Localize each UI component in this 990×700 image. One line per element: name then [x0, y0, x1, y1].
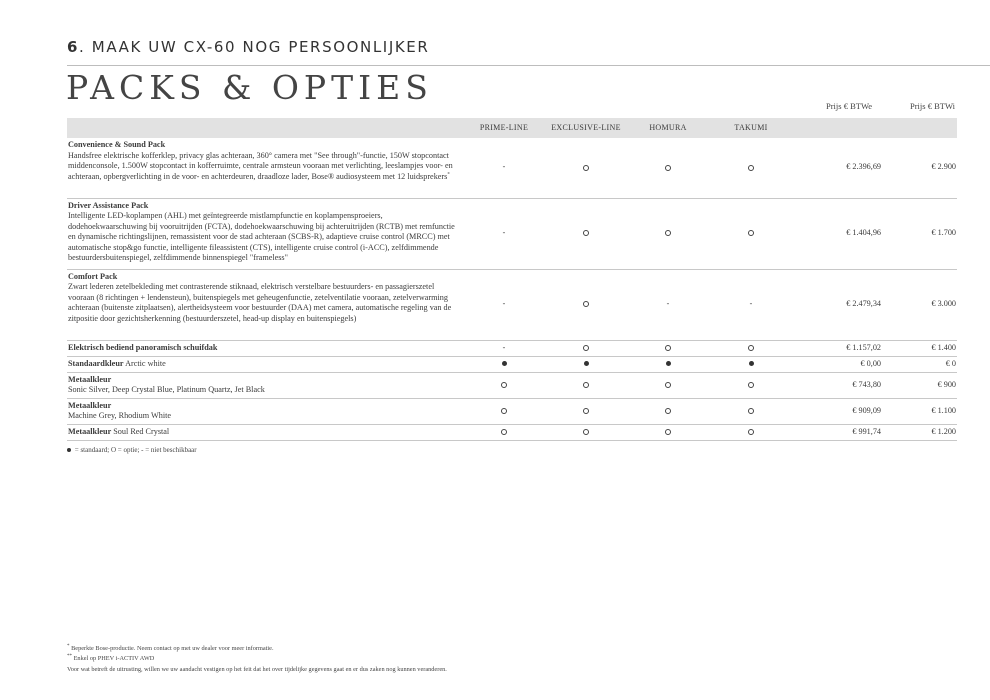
option-circle-icon	[501, 382, 507, 388]
mark-cell	[462, 340, 546, 356]
price-excl: € 743,80	[792, 372, 881, 398]
section-number: 6	[67, 38, 80, 56]
header-blank-price-incl	[881, 118, 957, 138]
mark-cell	[626, 198, 710, 269]
mark-cell	[546, 340, 626, 356]
mark-cell	[462, 198, 546, 269]
legend	[67, 446, 197, 454]
option-circle-icon	[501, 408, 507, 414]
standard-dot-icon	[67, 448, 71, 452]
mark-cell	[462, 138, 546, 198]
not-available-dash: -	[502, 342, 506, 352]
option-circle-icon	[665, 382, 671, 388]
not-available-dash: -	[666, 299, 670, 309]
option-circle-icon	[748, 230, 754, 236]
price-excl: € 2.396,69	[792, 138, 881, 198]
mark-cell	[462, 372, 546, 398]
mark-cell	[626, 356, 710, 372]
row-title: Metaalkleur	[68, 374, 112, 384]
mark-cell	[710, 398, 792, 424]
option-circle-icon	[748, 345, 754, 351]
table-row	[67, 372, 957, 398]
row-description	[67, 424, 462, 440]
mark-cell	[546, 198, 626, 269]
mark-cell	[462, 424, 546, 440]
footnote-1-mark: *	[67, 643, 70, 649]
row-title: Metaalkleur	[68, 426, 112, 436]
mark-cell	[710, 198, 792, 269]
option-circle-icon	[665, 345, 671, 351]
row-text: Zwart lederen zetelbekleding met contrasterende stiknaad, elektrisch verstelbare bestuurders- en passagierszetel vooraan (8 richtingen + lendensteun), buitenspiegels met geheugenfunctie, zetelventilatie vooraan, zetelverwarming achteraan (buitenste zitplaatsen), alertheidsysteem voor bestuurder (DAA) met camera, automatische regeling van de zitpositie door gezichtsherkenning (bestuurderszetel, head-up display en buitenspiegels)	[68, 282, 452, 323]
row-text: Intelligente LED-koplampen (AHL) met geïntegreerde mistlampfunctie en koplampensproeiers, dodehoekwaarschuwing bij vooruitrijden (FCTA), dodehoekwaarschuwing bij achteruitrijden (RCTB) met remfunctie en dynamische richtingslijnen, remassistent voor de stad achteraan (SCBS-R), adaptieve cruise control (MRCC) met automatische stop&go functie, intelligente fileassistent (CTS), intelligente cruise control (i-ACC), zelfdimmende bestuurdersbuitenspiegel, zelfdimmende binnenspiegel "frameless"	[68, 211, 455, 263]
option-circle-icon	[665, 429, 671, 435]
option-circle-icon	[583, 345, 589, 351]
price-incl-heading: Prijs € BTWi	[910, 101, 955, 111]
option-circle-icon	[501, 429, 507, 435]
row-title: Driver Assistance Pack	[68, 200, 149, 210]
price-incl: € 1.200	[881, 424, 957, 440]
option-circle-icon	[583, 382, 589, 388]
option-circle-icon	[665, 408, 671, 414]
option-circle-icon	[748, 165, 754, 171]
column-header-takumi: TAKUMI	[710, 118, 792, 138]
section-heading	[67, 38, 429, 56]
mark-cell	[626, 269, 710, 340]
packs-options-table	[67, 118, 957, 441]
mark-cell	[462, 398, 546, 424]
mark-cell	[710, 424, 792, 440]
price-incl: € 1.100	[881, 398, 957, 424]
standard-dot-icon	[666, 361, 671, 366]
option-circle-icon	[583, 301, 589, 307]
mark-cell	[710, 138, 792, 198]
option-circle-icon	[748, 382, 754, 388]
row-description	[67, 398, 462, 424]
mark-cell	[546, 356, 626, 372]
row-text	[68, 151, 462, 183]
footnote-3: Voor wat betreft de uitrusting, willen we uw aandacht vestigen op het feit dat het over tijdelijke gegevens gaat en er dus zaken nog kunnen veranderen.	[67, 665, 447, 673]
option-circle-icon	[583, 230, 589, 236]
table-row	[67, 424, 957, 440]
column-header-prime-line: PRIME-LINE	[462, 118, 546, 138]
price-incl: € 900	[881, 372, 957, 398]
mark-cell	[546, 372, 626, 398]
row-text-body: Handsfree elektrische kofferklep, privacy glas achteraan, 360° camera met "See through"-functie, 150W stopcontact middenconsole, 1.500W stopcontact in kofferruimte, centrale armsteun vooraan met verlichting, leeslampjes voor- en achteraan, opbergverlichting in de voor- en achterdeuren, draadloze lader, Bose® audiosysteem met 12 luidsprekers	[68, 150, 453, 181]
footnotes	[67, 644, 447, 675]
column-header-homura: HOMURA	[626, 118, 710, 138]
option-circle-icon	[665, 230, 671, 236]
standard-dot-icon	[584, 361, 589, 366]
option-circle-icon	[583, 165, 589, 171]
header-divider	[67, 65, 990, 66]
row-title: Metaalkleur	[68, 400, 112, 410]
table-header-row	[67, 118, 957, 138]
mark-cell	[626, 138, 710, 198]
table-row	[67, 269, 957, 340]
mark-cell	[710, 340, 792, 356]
footnote-ref: *	[447, 172, 450, 178]
mark-cell	[462, 269, 546, 340]
price-incl: € 0	[881, 356, 957, 372]
price-excl: € 1.404,96	[792, 198, 881, 269]
price-excl: € 0,00	[792, 356, 881, 372]
footnote-2-mark: **	[67, 654, 72, 660]
row-title: Comfort Pack	[68, 271, 118, 281]
row-description	[67, 138, 462, 198]
option-circle-icon	[583, 429, 589, 435]
mark-cell	[626, 340, 710, 356]
price-excl-heading: Prijs € BTWe	[826, 101, 873, 111]
table-row	[67, 340, 957, 356]
header-blank-price-excl	[792, 118, 881, 138]
mark-cell	[546, 138, 626, 198]
row-description	[67, 198, 462, 269]
mark-cell	[626, 424, 710, 440]
section-title: . MAAK UW CX-60 NOG PERSOONLIJKER	[79, 38, 430, 56]
option-circle-icon	[583, 408, 589, 414]
mark-cell	[546, 398, 626, 424]
price-excl: € 2.479,34	[792, 269, 881, 340]
option-circle-icon	[748, 429, 754, 435]
table-row	[67, 398, 957, 424]
row-text: Sonic Silver, Deep Crystal Blue, Platinum Quartz, Jet Black	[68, 385, 265, 395]
price-excl: € 991,74	[792, 424, 881, 440]
not-available-dash: -	[502, 299, 506, 309]
row-description	[67, 340, 462, 356]
mark-cell	[626, 372, 710, 398]
price-excl: € 909,09	[792, 398, 881, 424]
row-text: Arctic white	[123, 358, 166, 368]
legend-text: = standaard; O = optie; - = niet beschikbaar	[73, 446, 197, 454]
page-title: PACKS & OPTIES	[66, 68, 433, 107]
row-title: Standaardkleur	[68, 358, 124, 368]
option-circle-icon	[665, 165, 671, 171]
table-row	[67, 356, 957, 372]
option-circle-icon	[748, 408, 754, 414]
mark-cell	[710, 269, 792, 340]
price-incl: € 2.900	[881, 138, 957, 198]
footnote-2-text: Enkel op PHEV i-ACTIV AWD	[72, 655, 155, 663]
row-text: Soul Red Crystal	[111, 426, 170, 436]
column-header-exclusive-line: EXCLUSIVE-LINE	[546, 118, 626, 138]
price-excl: € 1.157,02	[792, 340, 881, 356]
footnote-1	[67, 644, 447, 654]
price-incl: € 1.400	[881, 340, 957, 356]
row-description	[67, 356, 462, 372]
mark-cell	[710, 356, 792, 372]
row-title: Convenience & Sound Pack	[68, 140, 166, 149]
row-description	[67, 372, 462, 398]
price-incl: € 1.700	[881, 198, 957, 269]
mark-cell	[626, 398, 710, 424]
not-available-dash: -	[502, 228, 506, 238]
footnote-2	[67, 654, 447, 664]
standard-dot-icon	[749, 361, 754, 366]
mark-cell	[546, 269, 626, 340]
not-available-dash: -	[502, 162, 506, 172]
mark-cell	[546, 424, 626, 440]
table-row	[67, 198, 957, 269]
mark-cell	[462, 356, 546, 372]
footnote-1-text: Beperkte Bose-productie. Neem contact op met uw dealer voor meer informatie.	[69, 645, 274, 652]
table-row	[67, 138, 957, 198]
header-blank	[67, 118, 462, 138]
mark-cell	[710, 372, 792, 398]
row-text: Machine Grey, Rhodium White	[68, 411, 172, 421]
row-description	[67, 269, 462, 340]
not-available-dash: -	[749, 299, 753, 309]
price-incl: € 3.000	[881, 269, 957, 340]
standard-dot-icon	[502, 361, 507, 366]
row-title: Elektrisch bediend panoramisch schuifdak	[68, 342, 218, 352]
